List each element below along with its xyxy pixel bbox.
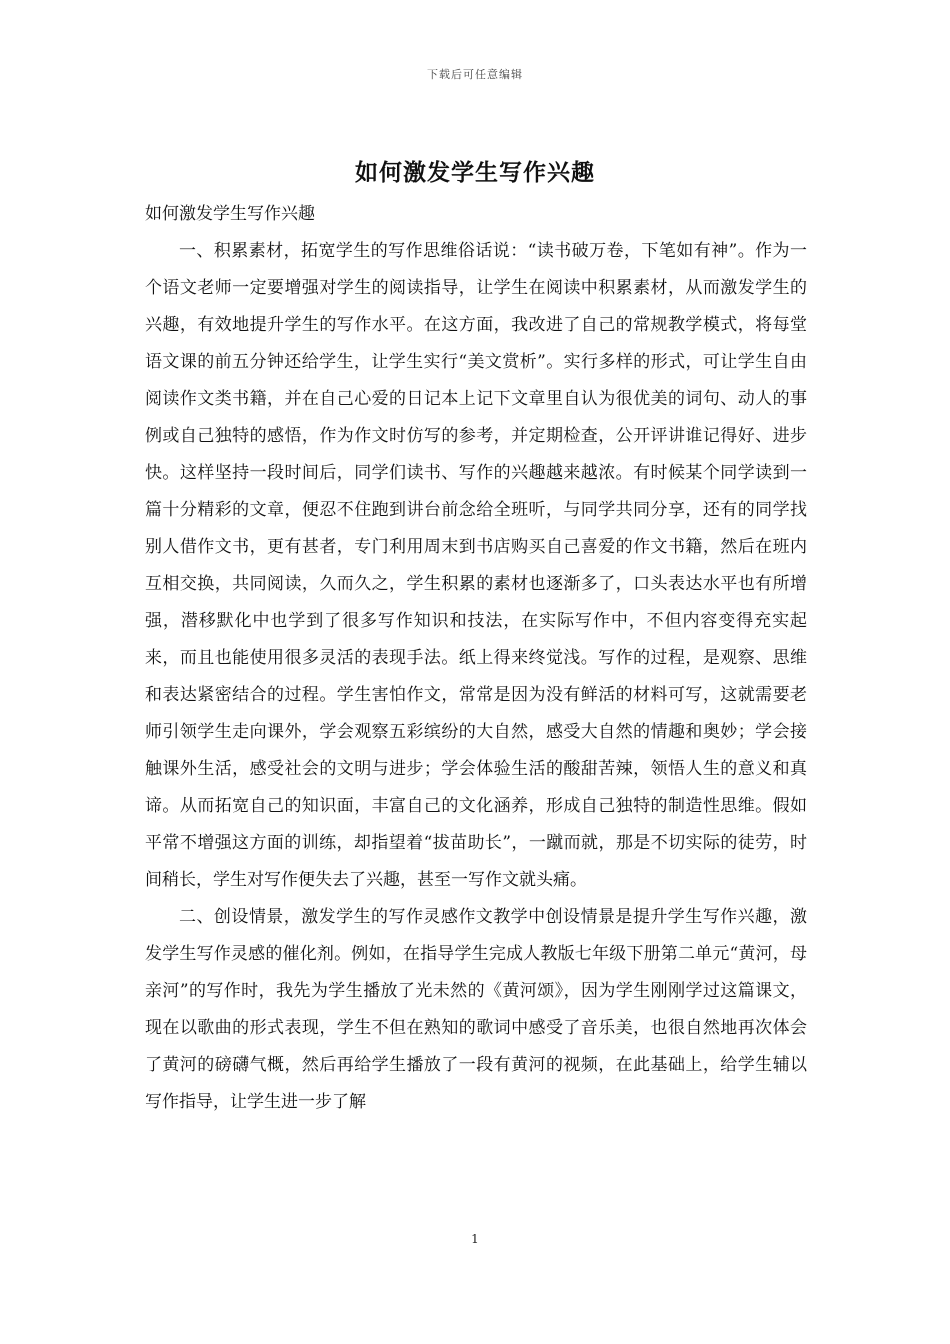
page-header-note: 下载后可任意编辑 [427,68,523,81]
page-number: 1 [471,1232,479,1246]
document-body [145,196,807,1121]
paragraph-1: 一、积累素材，拓宽学生的写作思维俗话说：“读书破万卷，下笔如有神”。作为一个语文老师一定要增强对学生的阅读指导，让学生在阅读中积累素材，从而激发学生的兴趣，有效地提升学生的写作水平。在这方面，我改进了自己的常规教学模式，将每堂语文课的前五分钟还给学生，让学生实行“美文赏析”。实行多样的形式，可让学生自由阅读作文类书籍，并在自己心爱的日记本上记下文章里自认为很优美的词句、动人的事例或自己独特的感悟，作为作文时仿写的参考，并定期检查，公开评讲谁记得好、进步快。这样坚持一段时间后，同学们读书、写作的兴趣越来越浓。有时候某个同学读到一篇十分精彩的文章，便忍不住跑到讲台前念给全班听，与同学共同分享，还有的同学找别人借作文书，更有甚者，专门利用周末到书店购买自己喜爱的作文书籍，然后在班内互相交换，共同阅读，久而久之，学生积累的素材也逐渐多了，口头表达水平也有所增强，潜移默化中也学到了很多写作知识和技法，在实际写作中，不但内容变得充实起来，而且也能使用很多灵活的表现手法。纸上得来终觉浅。写作的过程，是观察、思维和表达紧密结合的过程。学生害怕作文，常常是因为没有鲜活的材料可写，这就需要老师引领学生走向课外，学会观察五彩缤纷的大自然，感受大自然的情趣和奥妙；学会接触课外生活，感受社会的文明与进步；学会体验生活的酸甜苦辣，领悟人生的意义和真谛。从而拓宽自己的知识面，丰富自己的文化涵养，形成自己独特的制造性思维。假如平常不增强这方面的训练，却指望着“拔苗助长”，一蹴而就，那是不切实际的徒劳，时间稍长，学生对写作便失去了兴趣，甚至一写作文就头痛。 [145,241,807,890]
document-title: 如何激发学生写作兴趣 [355,159,595,186]
document-subtitle: 如何激发学生写作兴趣 [145,204,315,224]
paragraph-2: 二、创设情景，激发学生的写作灵感作文教学中创设情景是提升学生写作兴趣，激发学生写作灵感的催化剂。例如，在指导学生完成人教版七年级下册第二单元“黄河，母亲河”的写作时，我先为学生播放了光未然的《黄河颂》，因为学生刚刚学过这篇课文，现在以歌曲的形式表现，学生不但在熟知的歌词中感受了音乐美，也很自然地再次体会了黄河的磅礴气概，然后再给学生播放了一段有黄河的视频，在此基础上，给学生辅以写作指导，让学生进一步了解 [145,907,807,1112]
